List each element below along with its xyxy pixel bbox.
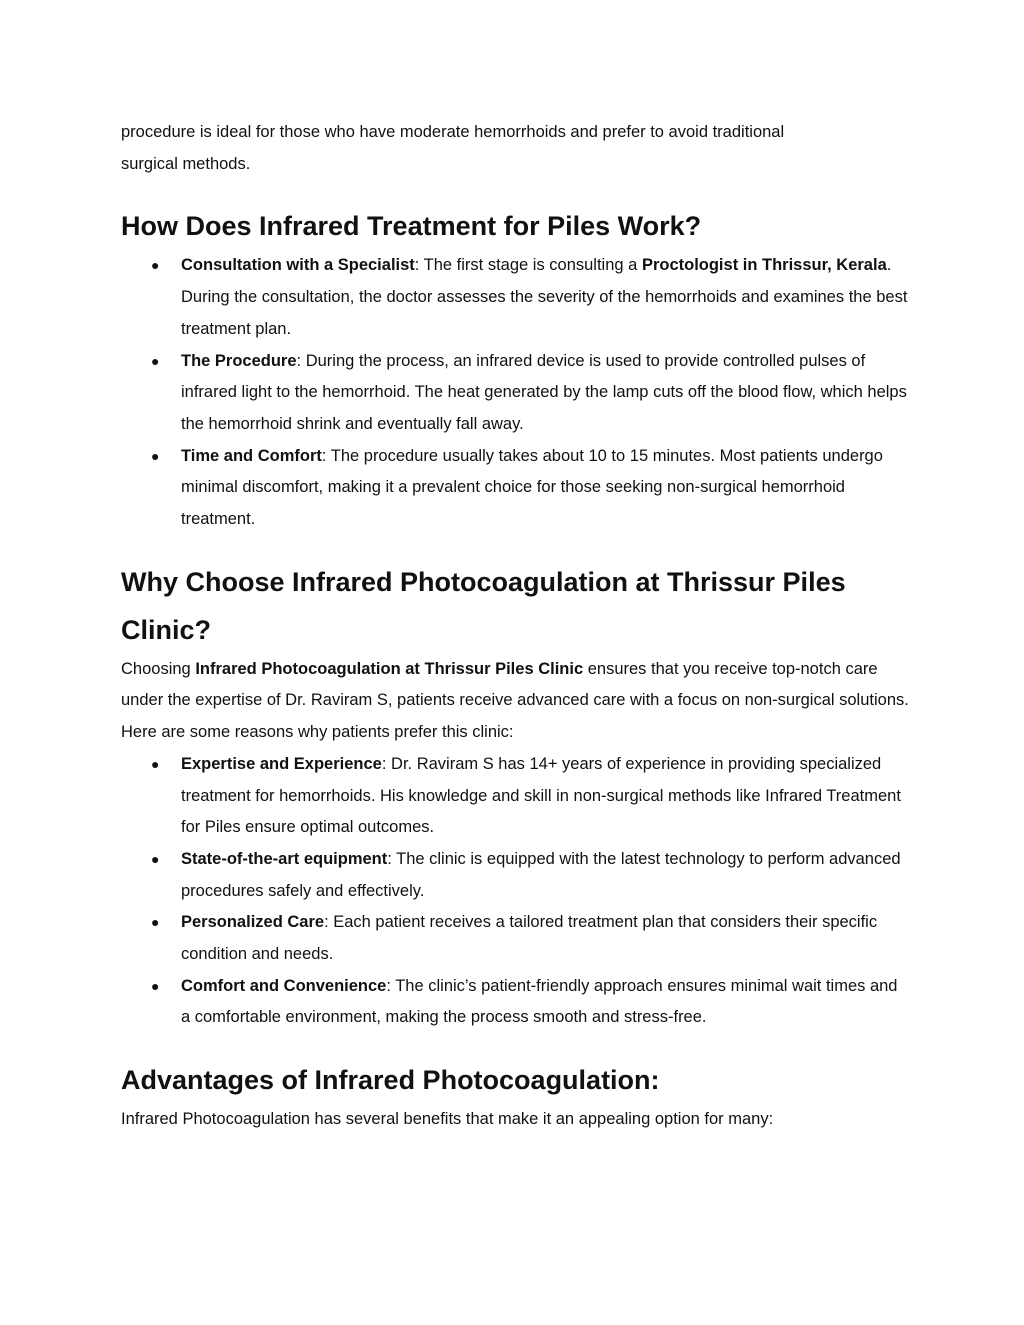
document-page <box>121 117 911 1136</box>
list-item: ● Time and Comfort: The procedure usually takes about 10 to 15 minutes. Most patients undergo minimal discomfort, making it a prevalent choice for those seeking non-surgical hemorrhoid treatment. <box>121 441 911 536</box>
list-item: ● Personalized Care: Each patient receives a tailored treatment plan that considers their specific condition and needs. <box>121 907 911 970</box>
how-it-works-list <box>121 250 911 535</box>
bullet-icon: ● <box>151 257 160 274</box>
list-item: ● The Procedure: During the process, an infrared device is used to provide controlled pulses of infrared light to the hemorrhoid. The heat generated by the lamp cuts off the blood flow, which helps the hemorrhoid shrink and eventually fall away. <box>121 346 911 441</box>
bullet-icon: ● <box>151 850 160 867</box>
advantages-intro: Infrared Photocoagulation has several benefits that make it an appealing option for many: <box>121 1110 774 1129</box>
bullet-icon: ● <box>151 447 160 464</box>
why-choose-intro: Choosing Infrared Photocoagulation at Thrissur Piles Clinic ensures that you receive top-notch care under the expertise of Dr. Raviram S, patients receive advanced care with a focus on non-surgical solutions. Here are some reasons why patients prefer this clinic: <box>121 659 909 742</box>
section-heading-why-choose: Why Choose Infrared Photocoagulation at Thrissur Piles Clinic? <box>121 566 846 645</box>
bullet-icon: ● <box>151 755 160 772</box>
intro-paragraph <box>121 117 911 180</box>
intro-line-1: procedure is ideal for those who have moderate hemorrhoids and prefer to avoid traditional <box>121 123 785 141</box>
bullet-icon: ● <box>151 914 160 931</box>
section-heading-advantages: Advantages of Infrared Photocoagulation: <box>121 1065 660 1096</box>
bullet-icon: ● <box>151 977 160 994</box>
list-item: ● State-of-the-art equipment: The clinic is equipped with the latest technology to perform advanced procedures safely and effectively. <box>121 844 911 907</box>
why-choose-list <box>121 749 911 1034</box>
section-heading-how-it-works: How Does Infrared Treatment for Piles Work? <box>121 211 702 242</box>
bullet-icon: ● <box>151 352 160 369</box>
list-item: ● Comfort and Convenience: The clinic’s patient-friendly approach ensures minimal wait times and a comfortable environment, making the process smooth and stress-free. <box>121 971 911 1034</box>
list-item: ● Expertise and Experience: Dr. Raviram S has 14+ years of experience in providing specialized treatment for hemorrhoids. His knowledge and skill in non-surgical methods like Infrared Treatment for Piles ensure optimal outcomes. <box>121 749 911 844</box>
intro-line-2: surgical methods. <box>121 154 251 173</box>
list-item: ● Consultation with a Specialist: The first stage is consulting a Proctologist in Thrissur, Kerala. During the consultation, the doctor assesses the severity of the hemorrhoids and examines the best treatment plan. <box>121 250 911 345</box>
